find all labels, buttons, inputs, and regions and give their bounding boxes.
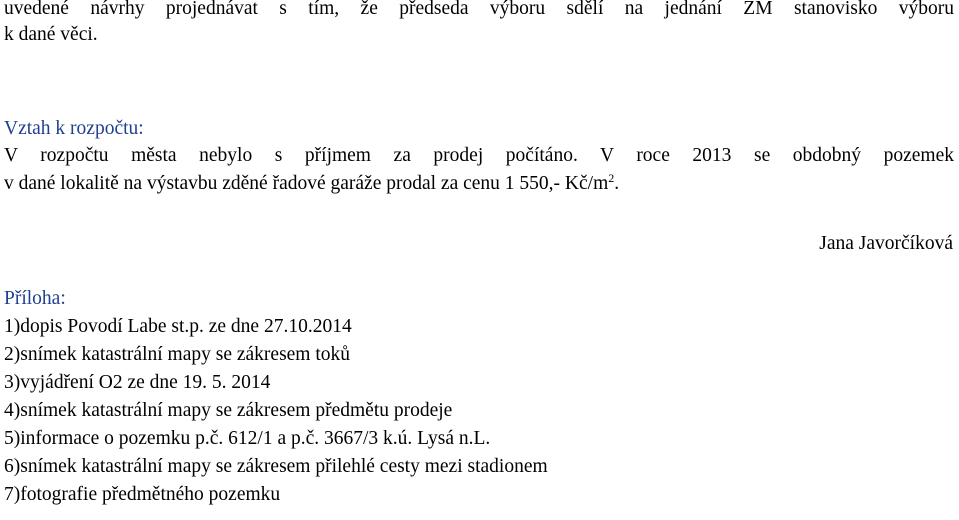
attachments-heading: Příloha: (4, 288, 66, 309)
attachment-item: 2)snímek katastrální mapy se zákresem toků (4, 344, 351, 365)
intro-line-2: k dané věci. (4, 24, 98, 45)
budget-line-2-superscript: 2 (608, 171, 615, 185)
attachment-item: 3)vyjádření O2 ze dne 19. 5. 2014 (4, 372, 271, 393)
budget-heading: Vztah k rozpočtu: (4, 118, 144, 139)
intro-line-1: uvedené návrhy projednávat s tím, že předseda výboru sdělí na jednání ZM stanovisko výboru (4, 0, 954, 19)
attachment-item: 4)snímek katastrální mapy se zákresem předmětu prodeje (4, 400, 453, 421)
budget-line-2 (4, 173, 619, 195)
budget-line-2-text: v dané lokalitě na výstavbu zděné řadové garáže prodal za cenu 1 550,- Kč/m (4, 173, 609, 194)
attachment-item: 1)dopis Povodí Labe st.p. ze dne 27.10.2014 (4, 316, 352, 337)
attachment-item: 5)informace o pozemku p.č. 612/1 a p.č. 3667/3 k.ú. Lysá n.L. (4, 428, 491, 449)
budget-line-2-end: . (614, 173, 620, 194)
signature: Jana Javorčíková (819, 233, 953, 254)
budget-line-1: V rozpočtu města nebylo s příjmem za prodej počítáno. V roce 2013 se obdobný pozemek (4, 145, 954, 166)
attachment-item: 7)fotografie předmětného pozemku (4, 484, 281, 505)
attachment-item: 6)snímek katastrální mapy se zákresem přilehlé cesty mezi stadionem (4, 456, 548, 477)
